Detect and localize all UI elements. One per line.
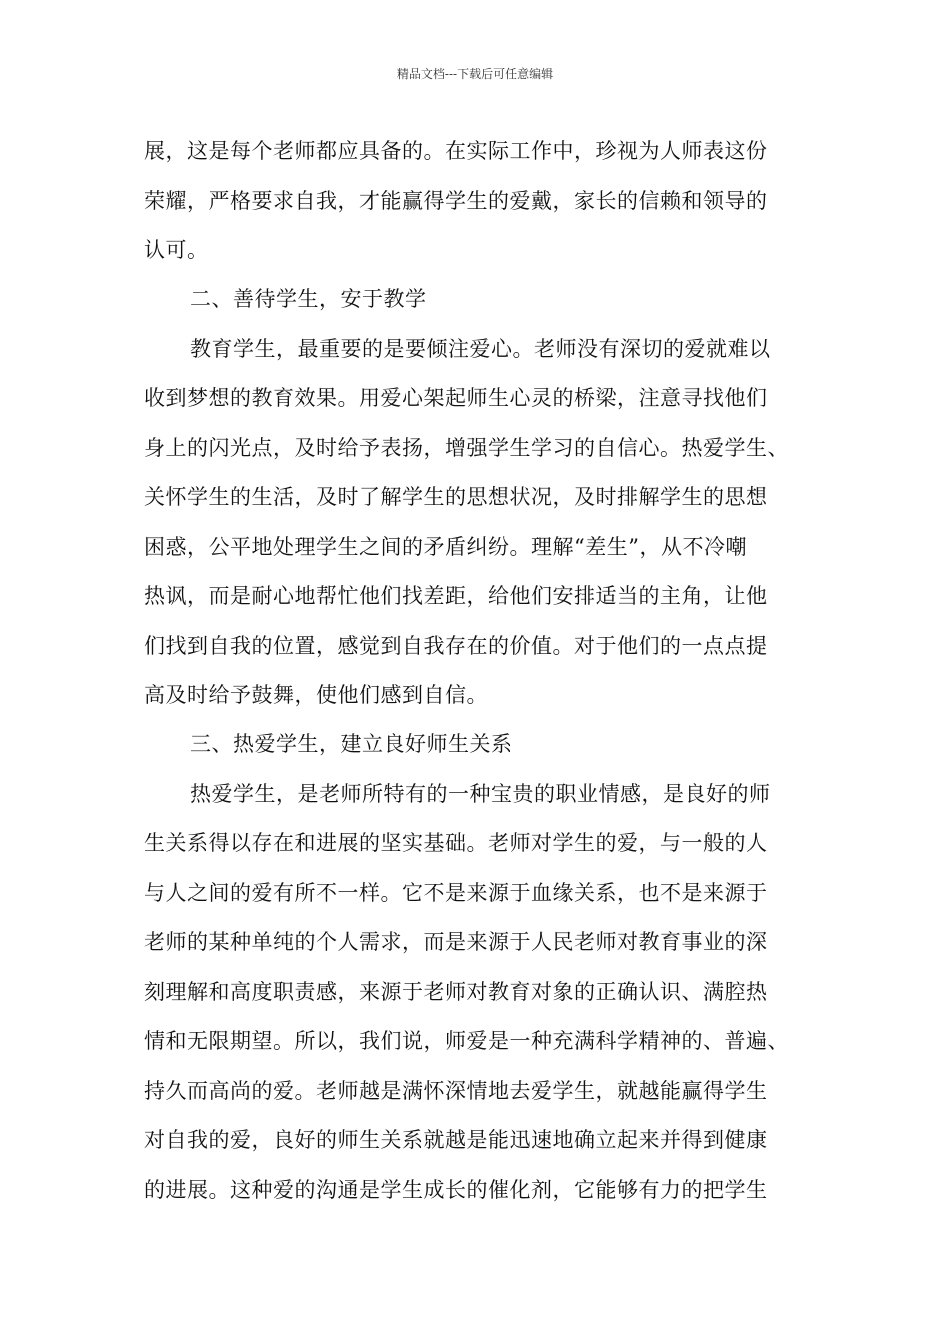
body-line: 荣耀，严格要求自我，才能赢得学生的爱戴，家长的信赖和领导的 — [144, 189, 768, 213]
body-line: 身上的闪光点，及时给予表扬，增强学生学习的自信心。热爱学生、 — [144, 436, 789, 460]
body-line: 老师的某种单纯的个人需求，而是来源于人民老师对教育事业的深 — [144, 930, 768, 954]
section-heading: 二、善待学生，安于教学 — [190, 287, 427, 311]
body-line: 们找到自我的位置，感觉到自我存在的价值。对于他们的一点点提 — [144, 634, 768, 658]
body-line: 困惑，公平地处理学生之间的矛盾纠纷。理解“差生”，从不冷嘲 — [144, 535, 747, 559]
section-heading: 三、热爱学生，建立良好师生关系 — [190, 732, 513, 756]
body-line: 认可。 — [144, 238, 209, 262]
body-line: 对自我的爱，良好的师生关系就越是能迅速地确立起来并得到健康 — [144, 1128, 768, 1152]
body-line: 展，这是每个老师都应具备的。在实际工作中，珍视为人师表这份 — [144, 139, 768, 163]
body-line: 关怀学生的生活，及时了解学生的思想状况，及时排解学生的思想 — [144, 485, 768, 509]
body-line: 生关系得以存在和进展的坚实基础。老师对学生的爱，与一般的人 — [144, 831, 768, 855]
paragraph-first-line: 热爱学生，是老师所特有的一种宝贵的职业情感，是良好的师 — [190, 782, 771, 806]
body-line: 与人之间的爱有所不一样。它不是来源于血缘关系，也不是来源于 — [144, 881, 768, 905]
body-line: 热讽，而是耐心地帮忙他们找差距，给他们安排适当的主角，让他 — [144, 584, 768, 608]
body-line: 持久而高尚的爱。老师越是满怀深情地去爱学生，就越能赢得学生 — [144, 1079, 768, 1103]
body-line: 刻理解和高度职责感，来源于老师对教育对象的正确认识、满腔热 — [144, 980, 768, 1004]
page-header: 精品文档---下载后可任意编辑 — [396, 67, 554, 81]
body-line: 高及时给予鼓舞，使他们感到自信。 — [144, 683, 488, 707]
body-line: 情和无限期望。所以，我们说，师爱是一种充满科学精神的、普遍、 — [144, 1029, 789, 1053]
body-line: 的进展。这种爱的沟通是学生成长的催化剂，它能够有力的把学生 — [144, 1178, 768, 1202]
paragraph-first-line: 教育学生，最重要的是要倾注爱心。老师没有深切的爱就难以 — [190, 337, 771, 361]
body-line: 收到梦想的教育效果。用爱心架起师生心灵的桥梁，注意寻找他们 — [144, 386, 768, 410]
